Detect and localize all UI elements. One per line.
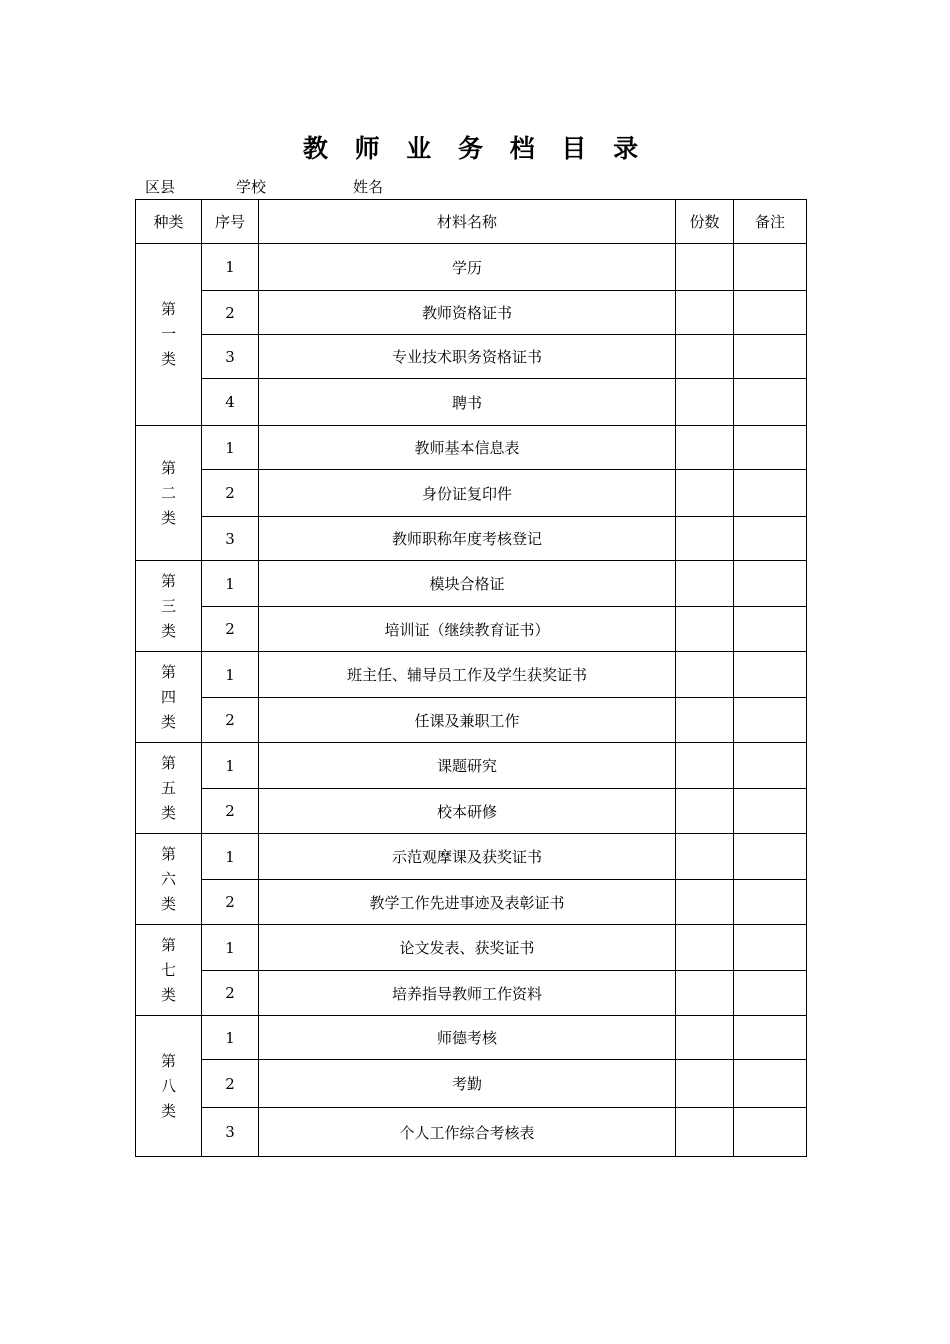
copies-cell <box>676 426 734 470</box>
remarks-cell <box>734 470 807 517</box>
remarks-cell <box>734 1108 807 1157</box>
table-row <box>136 517 807 561</box>
page-title: 教 师 业 务 档 目 录 <box>302 134 648 163</box>
seq-cell: 1 <box>202 426 259 470</box>
copies-cell <box>676 834 734 880</box>
material-name-cell: 论文发表、获奖证书 <box>259 925 676 971</box>
table-row <box>136 291 807 335</box>
seq-cell: 2 <box>202 607 259 652</box>
remarks-cell <box>734 426 807 470</box>
table-row <box>136 925 807 971</box>
remarks-cell <box>734 652 807 698</box>
copies-cell <box>676 470 734 517</box>
header-remarks: 备注 <box>734 200 807 244</box>
material-name-cell: 教师资格证书 <box>259 291 676 335</box>
copies-cell <box>676 1108 734 1157</box>
remarks-cell <box>734 1060 807 1108</box>
material-name-cell: 教师基本信息表 <box>259 426 676 470</box>
table-row <box>136 1016 807 1060</box>
remarks-cell <box>734 517 807 561</box>
seq-cell: 1 <box>202 1016 259 1060</box>
table-row <box>136 607 807 652</box>
copies-cell <box>676 971 734 1016</box>
seq-cell: 3 <box>202 517 259 561</box>
name-label: 姓名 <box>353 178 384 196</box>
remarks-cell <box>734 379 807 426</box>
category-cell: 第 一 类 <box>136 244 202 426</box>
district-label: 区县 <box>145 178 176 196</box>
material-name-cell: 教学工作先进事迹及表彰证书 <box>259 880 676 925</box>
table-row <box>136 743 807 789</box>
header-material-name: 材料名称 <box>259 200 676 244</box>
material-name-cell: 培训证（继续教育证书） <box>259 607 676 652</box>
remarks-cell <box>734 607 807 652</box>
material-name-cell: 示范观摩课及获奖证书 <box>259 834 676 880</box>
material-name-cell: 个人工作综合考核表 <box>259 1108 676 1157</box>
material-name-cell: 模块合格证 <box>259 561 676 607</box>
remarks-cell <box>734 698 807 743</box>
remarks-cell <box>734 925 807 971</box>
copies-cell <box>676 698 734 743</box>
seq-cell: 2 <box>202 971 259 1016</box>
remarks-cell <box>734 335 807 379</box>
copies-cell <box>676 517 734 561</box>
seq-cell: 2 <box>202 291 259 335</box>
seq-cell: 1 <box>202 244 259 291</box>
category-cell: 第 四 类 <box>136 652 202 743</box>
remarks-cell <box>734 244 807 291</box>
material-name-cell: 师德考核 <box>259 1016 676 1060</box>
seq-cell: 1 <box>202 925 259 971</box>
school-label: 学校 <box>236 178 267 196</box>
table-row <box>136 426 807 470</box>
category-cell: 第 五 类 <box>136 743 202 834</box>
seq-cell: 2 <box>202 470 259 517</box>
header-category: 种类 <box>136 200 202 244</box>
table-row <box>136 971 807 1016</box>
material-name-cell: 培养指导教师工作资料 <box>259 971 676 1016</box>
remarks-cell <box>734 743 807 789</box>
table-row <box>136 379 807 426</box>
remarks-cell <box>734 834 807 880</box>
copies-cell <box>676 244 734 291</box>
table-row <box>136 880 807 925</box>
copies-cell <box>676 789 734 834</box>
header-seq: 序号 <box>202 200 259 244</box>
seq-cell: 3 <box>202 335 259 379</box>
table-row <box>136 561 807 607</box>
material-name-cell: 教师职称年度考核登记 <box>259 517 676 561</box>
table-row <box>136 470 807 517</box>
remarks-cell <box>734 1016 807 1060</box>
table-row <box>136 244 807 291</box>
table-row <box>136 834 807 880</box>
remarks-cell <box>734 880 807 925</box>
material-name-cell: 班主任、辅导员工作及学生获奖证书 <box>259 652 676 698</box>
seq-cell: 1 <box>202 834 259 880</box>
table-row <box>136 652 807 698</box>
copies-cell <box>676 1016 734 1060</box>
table-row <box>136 1108 807 1157</box>
copies-cell <box>676 291 734 335</box>
material-name-cell: 任课及兼职工作 <box>259 698 676 743</box>
material-name-cell: 身份证复印件 <box>259 470 676 517</box>
material-name-cell: 课题研究 <box>259 743 676 789</box>
remarks-cell <box>734 971 807 1016</box>
copies-cell <box>676 880 734 925</box>
table-row <box>136 789 807 834</box>
copies-cell <box>676 379 734 426</box>
category-cell: 第 八 类 <box>136 1016 202 1157</box>
material-name-cell: 学历 <box>259 244 676 291</box>
seq-cell: 2 <box>202 789 259 834</box>
material-name-cell: 校本研修 <box>259 789 676 834</box>
seq-cell: 2 <box>202 698 259 743</box>
copies-cell <box>676 743 734 789</box>
seq-cell: 1 <box>202 652 259 698</box>
remarks-cell <box>734 561 807 607</box>
copies-cell <box>676 561 734 607</box>
remarks-cell <box>734 789 807 834</box>
seq-cell: 4 <box>202 379 259 426</box>
category-cell: 第 六 类 <box>136 834 202 925</box>
catalog-table <box>135 199 807 1157</box>
remarks-cell <box>734 291 807 335</box>
copies-cell <box>676 652 734 698</box>
copies-cell <box>676 335 734 379</box>
header-copies: 份数 <box>676 200 734 244</box>
copies-cell <box>676 925 734 971</box>
table-row <box>136 1060 807 1108</box>
seq-cell: 2 <box>202 1060 259 1108</box>
seq-cell: 1 <box>202 743 259 789</box>
category-cell: 第 三 类 <box>136 561 202 652</box>
table-header-row <box>136 200 807 244</box>
material-name-cell: 聘书 <box>259 379 676 426</box>
seq-cell: 1 <box>202 561 259 607</box>
category-cell: 第 二 类 <box>136 426 202 561</box>
table-row <box>136 698 807 743</box>
material-name-cell: 考勤 <box>259 1060 676 1108</box>
copies-cell <box>676 1060 734 1108</box>
material-name-cell: 专业技术职务资格证书 <box>259 335 676 379</box>
seq-cell: 2 <box>202 880 259 925</box>
table-row <box>136 335 807 379</box>
copies-cell <box>676 607 734 652</box>
category-cell: 第 七 类 <box>136 925 202 1016</box>
seq-cell: 3 <box>202 1108 259 1157</box>
